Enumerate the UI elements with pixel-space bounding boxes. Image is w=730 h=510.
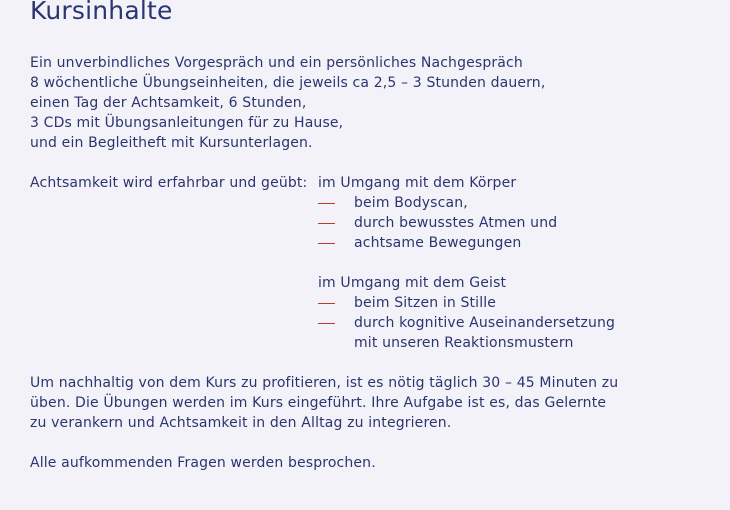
dash-bullet-icon — [318, 203, 335, 204]
dash-bullet-icon — [318, 243, 335, 244]
intro-line: 8 wöchentliche Übungseinheiten, die jeweils ca 2,5 – 3 Stunden dauern, — [30, 75, 546, 91]
intro-line: Ein unverbindliches Vorgespräch und ein persönliches Nachgespräch — [30, 55, 523, 71]
mind-item: beim Sitzen in Stille — [354, 295, 497, 311]
practice-line: zu verankern und Achtsamkeit in den Alltag zu integrieren. — [30, 415, 452, 431]
body-item: durch bewusstes Atmen und — [354, 215, 558, 231]
dash-bullet-icon — [318, 323, 335, 324]
intro-line: einen Tag der Achtsamkeit, 6 Stunden, — [30, 95, 307, 111]
dash-bullet-icon — [318, 303, 335, 304]
practice-line: üben. Die Übungen werden im Kurs eingeführt. Ihre Aufgabe ist es, das Gelernte — [30, 395, 607, 411]
experience-label: Achtsamkeit wird erfahrbar und geübt: — [30, 175, 308, 191]
practice-line: Um nachhaltig von dem Kurs zu profitieren, ist es nötig täglich 30 – 45 Minuten zu — [30, 375, 619, 391]
mind-item: durch kognitive Auseinandersetzung — [354, 315, 616, 331]
dash-bullet-icon — [318, 223, 335, 224]
intro-line: und ein Begleitheft mit Kursunterlagen. — [30, 135, 313, 151]
page-title: Kursinhalte — [30, 0, 173, 25]
closing-line: Alle aufkommenden Fragen werden besprochen. — [30, 455, 376, 471]
mind-item-continuation: mit unseren Reaktionsmustern — [354, 335, 574, 351]
mind-heading: im Umgang mit dem Geist — [318, 275, 507, 291]
body-heading: im Umgang mit dem Körper — [318, 175, 517, 191]
intro-line: 3 CDs mit Übungsanleitungen für zu Hause, — [30, 115, 344, 131]
body-item: achtsame Bewegungen — [354, 235, 522, 251]
body-item: beim Bodyscan, — [354, 195, 468, 211]
